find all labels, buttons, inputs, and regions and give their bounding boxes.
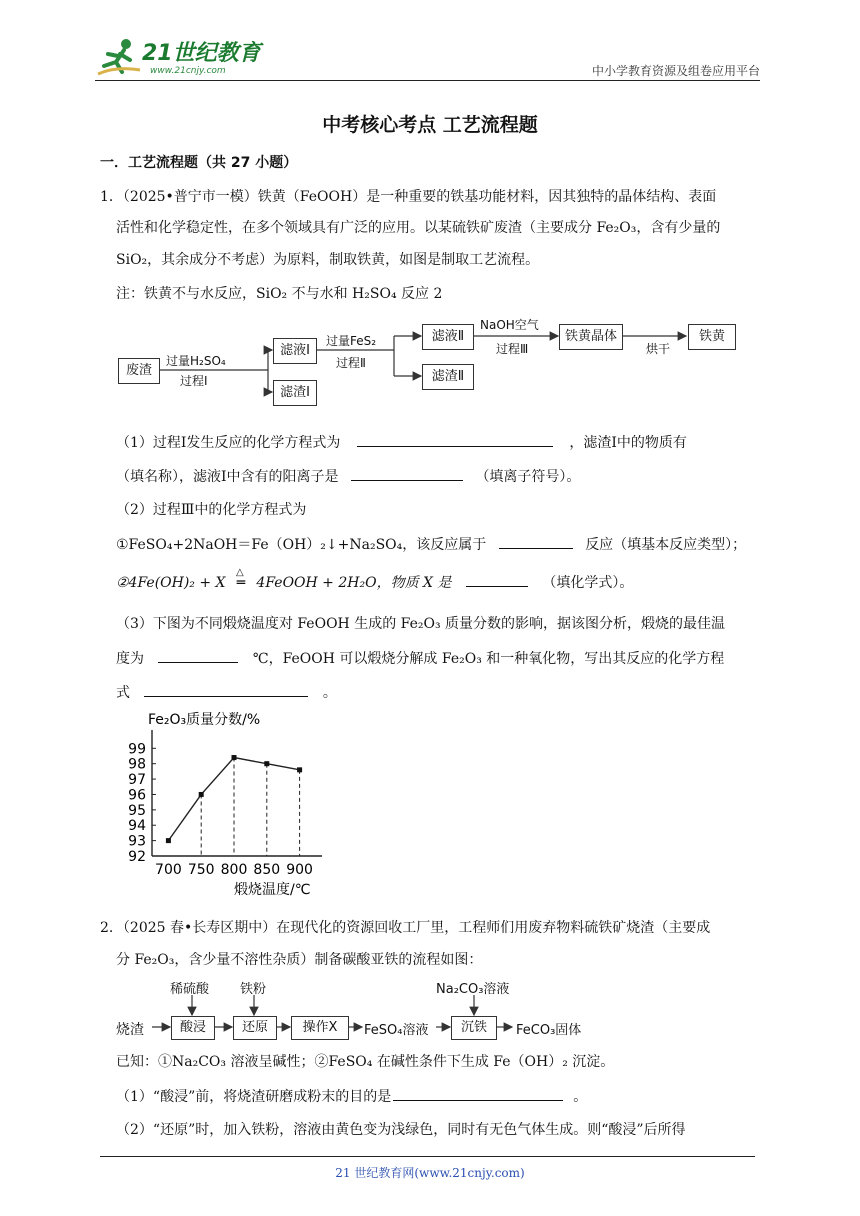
chart-ylabel: Fe₂O₃质量分数/% xyxy=(148,712,261,728)
flow-label-p3: 过程Ⅲ xyxy=(496,342,529,356)
q1-line1: 1．（2025•普宁市一模）铁黄（FeOOH）是一种重要的铁基功能材料，因其独特的晶体结构、表面 xyxy=(100,189,717,205)
flow-label-fes2: 过量FeS₂ xyxy=(326,334,377,348)
answer-blank-6[interactable] xyxy=(144,682,308,697)
chart-data-point xyxy=(199,792,204,797)
q2-flow-input-iron: 铁粉 xyxy=(240,982,267,997)
footer-divider xyxy=(100,1156,755,1157)
flow-box-crystal: 铁黄晶体 xyxy=(559,324,623,350)
q2-flow-box-huanyuan: 还原 xyxy=(233,1016,277,1040)
chart-xlabel: 煅烧温度/℃ xyxy=(234,882,311,898)
q2-flow-box-suanjin: 酸浸 xyxy=(171,1016,215,1040)
chart-y-tick-label: 97 xyxy=(128,772,146,789)
answer-blank-4[interactable] xyxy=(466,572,528,587)
q2-flow-box-caozuox: 操作X xyxy=(291,1016,349,1040)
q1-s1-line2: （填名称），滤液Ⅰ中含有的阳离子是 （填离子符号）。 xyxy=(116,466,580,487)
q2-flow-start: 烧渣 xyxy=(116,1022,144,1038)
answer-blank-7[interactable] xyxy=(393,1086,563,1101)
q2-flow-input-acid: 稀硫酸 xyxy=(170,982,210,997)
chart-y-tick-label: 94 xyxy=(128,818,146,835)
logo-text: 21世纪教育 xyxy=(142,41,261,66)
answer-blank-5[interactable] xyxy=(158,648,238,663)
chart-x-tick-label: 700 xyxy=(155,862,182,878)
flow-label-p2: 过程Ⅱ xyxy=(336,356,366,370)
chart-y-tick-label: 99 xyxy=(128,741,146,758)
flow-box-lvzha2: 滤渣Ⅱ xyxy=(422,364,474,390)
chart-x-tick-label: 850 xyxy=(253,862,281,878)
flow-box-feizha: 废渣 xyxy=(118,358,160,384)
chart-y-tick-label: 92 xyxy=(128,849,146,865)
section-heading: 一．工艺流程题（共 27 小题） xyxy=(100,155,298,171)
q1-s2-eq1: ①FeSO₄+2NaOH＝Fe（OH）₂↓+Na₂SO₄，该反应属于 反应（填基本反应类型）； xyxy=(116,534,746,555)
chart-x-tick-label: 750 xyxy=(187,862,215,878)
header-divider xyxy=(95,80,760,81)
q2-s1: （1）“酸浸”前，将烧渣研磨成粉末的目的是 。 xyxy=(116,1086,587,1107)
chart-y-tick-label: 96 xyxy=(128,787,146,804)
q1-s2: （2）过程Ⅲ中的化学方程式为 xyxy=(116,502,307,518)
q1-s3-line2: 度为 ℃，FeOOH 可以煅烧分解成 Fe₂O₃ 和一种氧化物，写出其反应的化学方程 xyxy=(116,648,724,669)
runner-logo-icon xyxy=(96,36,142,78)
flow-label-p1: 过程I xyxy=(180,374,208,388)
chart-axes xyxy=(152,730,322,856)
q2-known: 已知：①Na₂CO₃ 溶液呈碱性；②FeSO₄ 在碱性条件下生成 Fe（OH）₂ 沉淀。 xyxy=(116,1054,615,1070)
q1-note: 注：铁黄不与水反应，SiO₂ 不与水和 H₂SO₄ 反应 2 xyxy=(116,286,443,302)
chart-guide-lines xyxy=(201,758,299,856)
chart-data-point xyxy=(166,838,171,843)
chart-x-ticks xyxy=(155,862,313,878)
q1-s3-line1: （3）下图为不同煅烧温度对 FeOOH 生成的 Fe₂O₃ 质量分数的影响，据该图分析，煅烧的最佳温 xyxy=(116,616,726,632)
flow-label-naoh: NaOH空气 xyxy=(480,318,539,332)
q2-flow-input-na2co3: Na₂CO₃溶液 xyxy=(436,982,510,997)
answer-blank-3[interactable] xyxy=(499,534,573,549)
flow-label-h2so4: 过量H₂SO₄ xyxy=(166,354,226,368)
chart-y-tick-label: 98 xyxy=(128,756,146,773)
flow-box-lvzha1: 滤渣I xyxy=(273,380,317,406)
q2-flow-mid: FeSO₄溶液 xyxy=(364,1023,429,1038)
q2-line1: 2．（2025 春•长寿区期中）在现代化的资源回收工厂里，工程师们用废弃物料硫铁矿烧渣（主要成 xyxy=(100,920,711,936)
chart-x-tick-label: 900 xyxy=(286,862,313,878)
q2-flow-box-chentie: 沉铁 xyxy=(451,1016,497,1040)
chart-data-point xyxy=(297,767,302,772)
chart-y-tick-label: 93 xyxy=(128,833,146,850)
flow-box-lvye1: 滤液I xyxy=(273,338,317,364)
q1-line3: SiO₂，其余成分不考虑）为原料，制取铁黄，如图是制取工艺流程。 xyxy=(116,252,540,268)
q2-flow-end: FeCO₃固体 xyxy=(516,1023,582,1038)
q1-s3-line3: 式 。 xyxy=(116,682,337,703)
flow-box-tiehuang: 铁黄 xyxy=(688,324,736,350)
answer-blank-2[interactable] xyxy=(351,466,463,481)
header-platform-text: 中小学教育资源及组卷应用平台 xyxy=(591,64,760,78)
chart-x-tick-label: 800 xyxy=(220,862,248,878)
flow-label-dry: 烘干 xyxy=(646,342,671,356)
footer-text: 21 世纪教育网(www.21cnjy.com) xyxy=(335,1166,525,1180)
q2-s2: （2）“还原”时，加入铁粉，溶液由黄色变为浅绿色，同时有无色气体生成。则“酸浸”后所得 xyxy=(116,1122,686,1138)
chart-data-point xyxy=(264,761,269,766)
chart-y-tick-label: 95 xyxy=(128,802,146,819)
answer-blank-1[interactable] xyxy=(357,432,553,447)
flow-box-lvye2: 滤液Ⅱ xyxy=(422,324,474,350)
q1-line2: 活性和化学稳定性，在多个领域具有广泛的应用。以某硫铁矿废渣（主要成分 Fe₂O₃，含有少量的 xyxy=(116,220,721,236)
q1-line-chart xyxy=(116,706,336,902)
q2-line2: 分 Fe₂O₃，含少量不溶性杂质）制备碳酸亚铁的流程如图： xyxy=(116,952,483,968)
page-title: 中考核心考点 工艺流程题 xyxy=(322,114,538,136)
chart-data-point xyxy=(232,755,237,760)
q1-s2-eq2: ②4Fe(OH)₂ + X △ ═ 4FeOOH + 2H₂O，物质 X 是 （填化学式）。 xyxy=(116,567,634,591)
logo-url: www.21cnjy.com xyxy=(150,66,226,76)
q1-s1-line1: （1）过程Ⅰ发生反应的化学方程式为 ，滤渣Ⅰ中的物质有 xyxy=(116,432,687,453)
